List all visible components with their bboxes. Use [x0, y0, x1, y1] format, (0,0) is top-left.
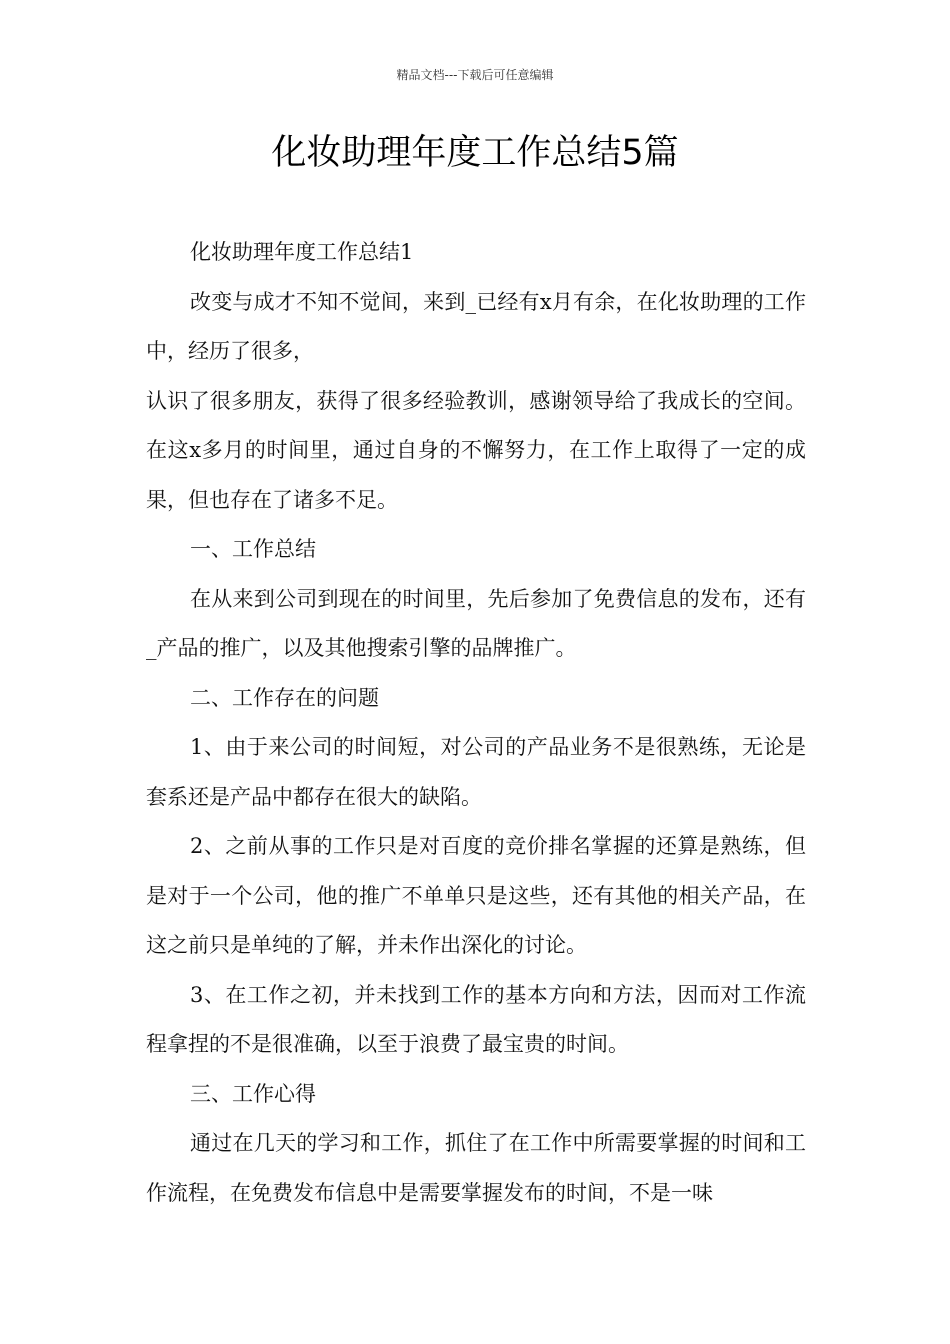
paragraph-problem-2: 2、之前从事的工作只是对百度的竞价排名掌握的还算是熟练，但是对于一个公司，他的推广不单单只是这些，还有其他的相关产品，在这之前只是单纯的了解，并未作出深化的讨论。 [146, 834, 806, 957]
section-heading-1: 化妆助理年度工作总结1 [190, 240, 414, 264]
section-heading-insights: 三、工作心得 [190, 1081, 316, 1106]
section-heading-work-summary: 一、工作总结 [190, 537, 316, 561]
section-heading-problems: 二、工作存在的问题 [190, 685, 379, 710]
document-body [146, 228, 806, 1218]
paragraph-problem-3: 3、在工作之初，并未找到工作的基本方向和方法，因而对工作流程拿捏的不是很准确，以至于浪费了最宝贵的时间。 [146, 982, 806, 1056]
paragraph-work-summary: 在从来到公司到现在的时间里，先后参加了免费信息的发布，还有_产品的推广，以及其他搜索引擎的品牌推广。 [146, 586, 806, 660]
header-note: 精品文档---下载后可任意编辑 [396, 68, 554, 82]
paragraph-insights: 通过在几天的学习和工作，抓住了在工作中所需要掌握的时间和工作流程，在免费发布信息中是需要掌握发布的时间，不是一味 [146, 1131, 806, 1205]
document-title: 化妆助理年度工作总结5篇 [271, 133, 679, 173]
paragraph-problem-1: 1、由于来公司的时间短，对公司的产品业务不是很熟练，无论是套系还是产品中都存在很大的缺陷。 [146, 735, 806, 809]
paragraph-intro: 改变与成才不知不觉间，来到_已经有x月有余，在化妆助理的工作中，经历了很多， [146, 289, 806, 363]
paragraph-intro-cont: 认识了很多朋友，获得了很多经验教训，感谢领导给了我成长的空间。在这x多月的时间里，通过自身的不懈努力，在工作上取得了一定的成果，但也存在了诸多不足。 [146, 388, 806, 512]
